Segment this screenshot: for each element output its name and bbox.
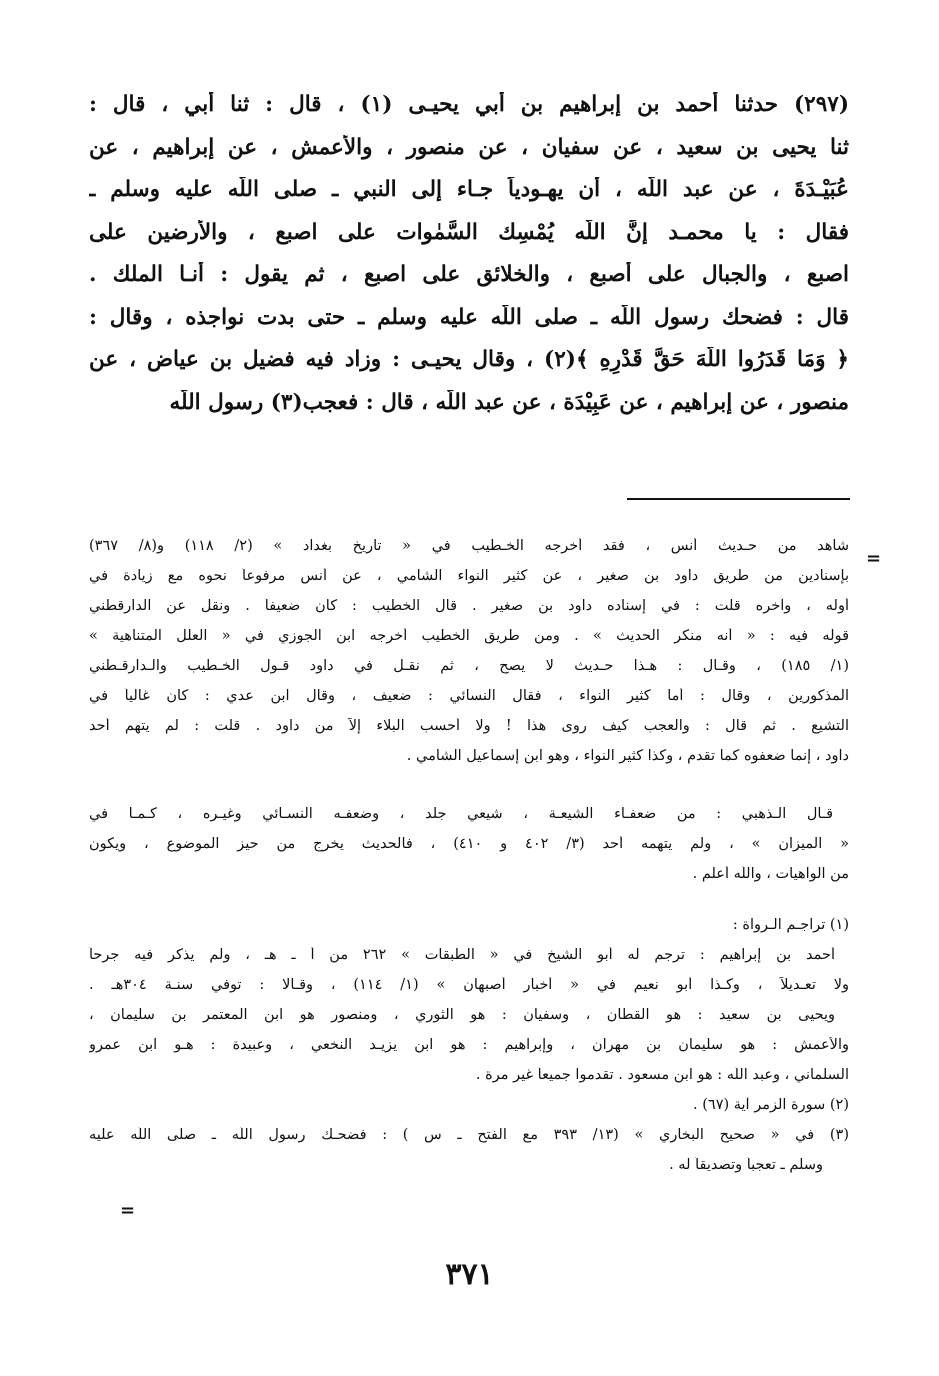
- hadith-line: ﴿ وَمَا قَدَرُوا اللَّهَ حَقَّ قَدْرِهِ ﴾(٢) ، وقال يحيـى : وزاد فيه فضيل بن عياض ، عن: [89, 347, 849, 372]
- hadith-line: ثنا يحيى بن سعيد ، عن سفيان ، عن منصور ، والأعمش ، عن إبراهيم ، عن: [89, 134, 849, 160]
- footnote-line: أحمد بن إبراهيم : ترجم له أبو الشيخ في « الطبقات » ٢٦٢ من أ ـ هـ ، ولم يذكر فيه جرحاً: [89, 947, 835, 963]
- continuation-mark-bottom: =: [120, 1200, 136, 1221]
- continued-footnote: [89, 538, 849, 778]
- footnote-separator: [627, 498, 850, 500]
- continuation-mark-top: =: [866, 548, 882, 569]
- footnote-line: المذكورين ، وقال : أما كثير النواء ، فقال النسائي : ضعيف ، وقال ابن عدي : كان غالياً في: [89, 688, 849, 704]
- footnote-line: قـال الـذهبي : من ضعفـاء الشيعـة ، شيعي جلد ، وضعفـه النسـائي وغيـره ، كـمـا في: [89, 806, 833, 822]
- footnote-line: (١/ ١٨٥) ، وقـال : هـذا حـديث لا يصح ، ثم نقـل في داود قـول الخـطيب والـدارقـطني: [89, 658, 849, 674]
- hadith-line: قال : فضحك رسول اللَّه ـ صلى اللَّه عليه وسلم ـ حتى بدت نواجذه ، وقال :: [89, 304, 849, 330]
- footnote-1-heading: (١) تراجـم الـرواة :: [732, 917, 849, 933]
- footnote-line: ويحيى بن سعيد : هو القطان ، وسفيان : هو الثوري ، ومنصور هو ابن المعتمر بن سليمان ،: [89, 1007, 835, 1023]
- hadith-line: عُبَيْـدَةَ ، عن عبد اللَّه ، أن يهـودياً جـاء إلى النبي ـ صلى اللَّه عليه وسلم ـ: [89, 177, 849, 202]
- footnote-line: السلماني ، وعبد اللَّه : هو ابن مسعود . تقدموا جميعاً غير مرة .: [475, 1067, 849, 1083]
- hadith-line: اصبع ، والجبال على أصبع ، والخلائق على اصبع ، ثم يقول : أنـا الملك .: [89, 262, 849, 287]
- footnote-line: ولا تعـديلاً ، وكـذا أبو نعيم في « أخبار أصبهان » (١/ ١١٤) ، وقـالا : توفي سنـة ٣٠٤هـ .: [89, 977, 849, 993]
- footnote-3: (٣) في « صحيح البخاري » (١٣/ ٣٩٣ مع الفتح ـ س ) : فضحـك رسول اللَّه ـ صلى اللَّه عليه: [89, 1127, 849, 1143]
- footnote-line: قوله فيه : « أنه منكر الحديث » . ومن طريق الخطيب أخرجه ابن الجوزي في « العلل المتناهية »: [89, 628, 849, 644]
- page-number: ٣٧١: [445, 1257, 494, 1292]
- hadith-text: [89, 92, 849, 432]
- footnote-2: (٢) سورة الزمر آية (٦٧) .: [693, 1097, 849, 1113]
- footnote-line: التشيع . ثم قال : والعجب كيف روى هذا ! ولا أحسب البلاء إلاَّ من داود . قلت : لم يتهم أحد: [89, 718, 849, 734]
- footnote-line: والأعمش : هو سليمان بن مهران ، وإبراهيم : هو ابن يزيـد النخعي ، وعبيدة : هـو ابن عمرو: [89, 1037, 849, 1053]
- footnotes: [89, 917, 849, 1187]
- footnote-line: أوله ، وآخره قلت : في إسناده داود بن صغير . قال الخطيب : كان ضعيفاً . ونقل عن الدارقطني: [89, 598, 849, 614]
- hadith-line: منصور ، عن إبراهيم ، عن عَبِيْدَة ، عن عبد اللَّه ، قال : فعجب(٣) رسول اللَّه: [169, 389, 849, 415]
- footnote-line: وسلم ـ تعجباً وتصديقاً له .: [669, 1157, 823, 1173]
- continued-footnote-dhahabi: [89, 806, 849, 896]
- footnote-line: بإسنادين من طريق داود بن صغير ، عن كثير النواء الشامي ، عن أنس مرفوعاً نحوه مع زيادة في: [89, 568, 849, 584]
- hadith-line: (٢٩٧) حدثنا أحمد بن إبراهيم بن أبي يحيـى (١) ، قال : ثنا أبي ، قال :: [89, 92, 849, 117]
- hadith-line: فقال : يا محمـد إنَّ اللَّه يُمْسِك السَّمٰوات على اصبع ، والأرضين على: [89, 219, 849, 245]
- footnote-line: من الواهيات ، واللَّه أعلم .: [692, 866, 849, 882]
- footnote-line: شاهد من حـديث أنس ، فقد أخرجه الخـطيب في « تاريخ بغداد » (٢/ ١١٨) و(٨/ ٣٦٧): [89, 538, 849, 554]
- footnote-line: « الميزان » ، ولم يتهمه أحد (٣/ ٤٠٢ و ٤١٠) ، فالحديث يخرج من حيز الموضوع ، ويكون: [89, 836, 849, 852]
- footnote-line: داود ، إنما ضعفوه كما تقدم ، وكذا كثير النواء ، وهو ابن إسماعيل الشامي .: [406, 748, 849, 764]
